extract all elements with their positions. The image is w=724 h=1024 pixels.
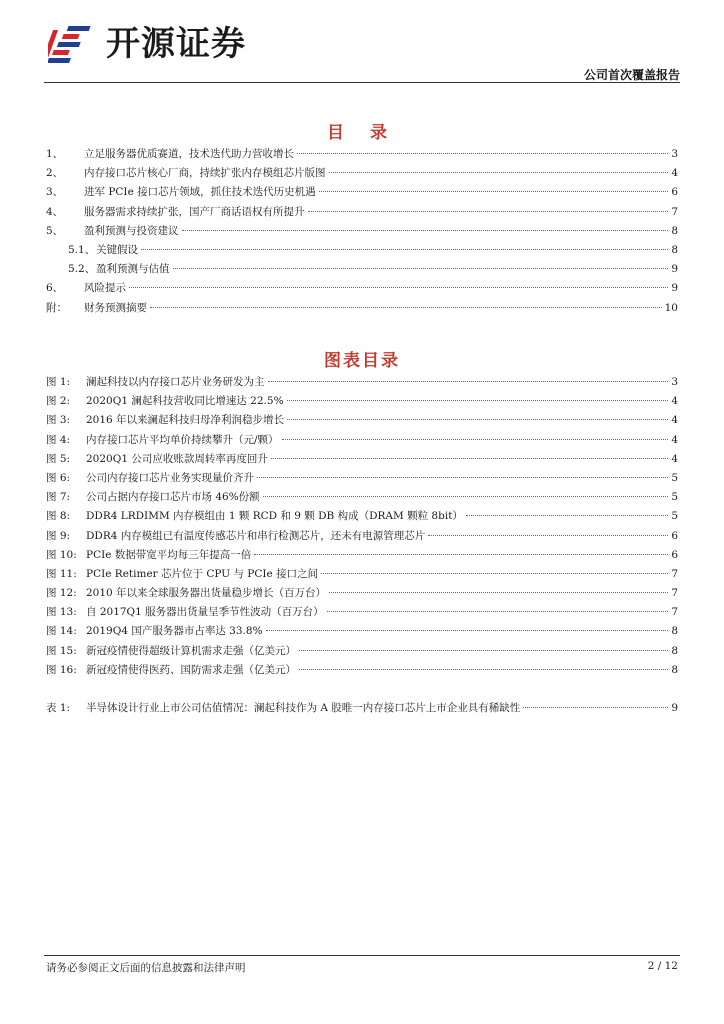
dot-leader [182,230,669,231]
brand-name: 开源证券 [106,24,246,64]
figure-entry[interactable] [46,547,678,566]
table-entry[interactable] [46,700,678,719]
toc-entry-text: 盈利预测与估值 [96,263,170,276]
dot-leader [257,477,668,478]
figure-entry-text: 新冠疫情使得医药、国防需求走强（亿美元） [86,663,296,676]
toc-entry-text: 关键假设 [96,243,138,256]
figure-entry-label: 图 4: [46,433,71,446]
page-indicator: 2 / 12 [647,960,678,972]
figure-entry-label: 图 6: [46,471,71,484]
figure-entry-text: 2010 年以来全球服务器出货量稳步增长（百万台） [86,587,327,600]
toc-entry-label: 附： [46,301,67,314]
figure-entry[interactable] [46,604,678,623]
table-entry-page: 9 [671,702,678,714]
figure-entry-label: 图 5: [46,452,71,465]
dot-leader [271,458,668,459]
figure-entry-text: DDR4 LRDIMM 内存模组由 1 颗 RCD 和 9 颗 DB 构成（DRAM 颗粒 8bit） [86,510,463,523]
dot-leader [428,535,668,536]
figure-entry-page: 8 [671,625,678,638]
figure-entry-text: 公司占据内存接口芯片市场 46%份额 [86,491,260,504]
toc-entry[interactable] [46,146,678,165]
toc-entry-label: 5、 [46,224,64,237]
dot-leader [329,172,669,173]
figure-entry-text: DDR4 内存模组已有温度传感芯片和串行检测芯片，还未有电源管理芯片 [86,529,426,542]
header-divider [44,82,680,83]
figure-entry[interactable] [46,585,678,604]
toc-entry-page: 9 [671,263,678,276]
figure-entry[interactable] [46,566,678,585]
figure-entry-page: 6 [671,529,678,542]
figure-entry[interactable] [46,374,678,393]
figure-entry[interactable] [46,643,678,662]
dot-leader [254,554,668,555]
toc-entry[interactable] [46,300,678,319]
dot-leader [297,153,668,154]
toc-entry-label: 5.1、 [68,243,96,256]
toc-entry-text: 风险提示 [84,282,126,295]
figure-entry-page: 5 [671,491,678,504]
figure-entry[interactable] [46,432,678,451]
dot-leader [150,307,662,308]
figure-entry-text: 2020Q1 澜起科技营收同比增速达 22.5% [86,395,284,408]
figure-entry-page: 4 [671,395,678,408]
figure-entry-label: 图 1: [46,376,71,388]
figure-entry-page: 3 [671,376,678,388]
figure-entry-text: 澜起科技以内存接口芯片业务研发为主 [86,376,265,388]
figure-entry-text: 自 2017Q1 服务器出货量呈季节性波动（百万台） [86,606,324,619]
toc-entry-label: 4、 [46,205,64,218]
figure-entry[interactable] [46,662,678,681]
figure-entry-page: 4 [671,433,678,446]
figure-entry-text: 内存接口芯片平均单价持续攀升（元/颗） [86,433,279,446]
toc-entry-label: 2、 [46,167,64,180]
figure-entry-page: 8 [671,663,678,676]
figure-entry-label: 图 3: [46,414,71,427]
figure-entry-label: 图 8: [46,510,71,523]
toc-list [46,146,678,319]
toc-entry-page: 8 [671,243,678,256]
toc-entry-text: 内存接口芯片核心厂商，持续扩张内存模组芯片版图 [84,167,326,180]
figure-entry-label: 图 2: [46,395,71,408]
dot-leader [321,573,668,574]
dot-leader [523,707,668,708]
figure-entry[interactable] [46,508,678,527]
toc-entry-text: 服务器需求持续扩张，国产厂商话语权有所提升 [84,205,305,218]
toc-title: 目 录 [327,123,397,143]
figures-list [46,374,678,681]
figure-entry-page: 6 [671,548,678,561]
figure-entry-page: 4 [671,414,678,427]
figure-entry-text: PCIe Retimer 芯片位于 CPU 与 PCIe 接口之间 [86,567,319,580]
toc-entry-page: 7 [671,205,678,218]
toc-entry-label: 3、 [46,186,64,199]
figure-entry[interactable] [46,451,678,470]
toc-entry[interactable] [46,223,678,242]
table-entry-label: 表 1: [46,702,71,714]
figure-entry-label: 图 13: [46,606,77,619]
figure-entry-label: 图 16: [46,663,77,676]
dot-leader [327,611,669,612]
figure-entry[interactable] [46,470,678,489]
figure-entry-label: 图 10: [46,548,77,561]
figure-entry[interactable] [46,393,678,412]
toc-entry-text: 进军 PCIe 接口芯片领域，抓住技术迭代历史机遇 [84,186,316,199]
company-logo [48,22,278,66]
footer-divider [44,955,680,956]
figure-entry-label: 图 9: [46,529,71,542]
footer-disclaimer: 请务必参阅正文后面的信息披露和法律声明 [46,962,246,974]
dot-leader [287,400,669,401]
figure-entry-text: 2016 年以来澜起科技归母净利润稳步增长 [86,414,285,427]
figure-entry[interactable] [46,623,678,642]
page-header [0,0,724,85]
figure-entry-label: 图 14: [46,625,77,638]
toc-entry-text: 盈利预测与投资建议 [84,224,179,237]
dot-leader [282,439,669,440]
dot-leader [329,592,668,593]
figures-title: 图表目录 [324,351,400,371]
figure-entry[interactable] [46,489,678,508]
toc-entry-page: 10 [664,301,678,314]
toc-entry-page: 8 [671,224,678,237]
figure-entry[interactable] [46,528,678,547]
dot-leader [268,381,669,382]
dot-leader [308,211,669,212]
toc-entry[interactable] [46,165,678,184]
figure-entry-page: 5 [671,510,678,523]
figure-entry-text: PCIe 数据带宽平均每三年提高一倍 [86,548,252,561]
figure-entry-page: 5 [671,471,678,484]
toc-entry-page: 6 [671,186,678,199]
figure-entry-label: 图 11: [46,567,77,580]
dot-leader [466,515,668,516]
dot-leader [287,419,668,420]
dot-leader [299,669,668,670]
figure-entry-text: 2019Q4 国产服务器市占率达 33.8% [86,625,263,638]
dot-leader [299,650,668,651]
figure-entry-page: 8 [671,644,678,657]
figure-entry-page: 7 [671,567,678,580]
toc-entry[interactable] [46,261,678,280]
figure-entry-page: 7 [671,587,678,600]
figure-entry-page: 7 [671,606,678,619]
toc-entry-page: 4 [671,167,678,180]
figure-entry[interactable] [46,412,678,431]
figure-entry-text: 新冠疫情使得超级计算机需求走强（亿美元） [86,644,296,657]
toc-entry[interactable] [46,184,678,203]
figure-entry-label: 图 7: [46,491,71,504]
toc-entry[interactable] [46,242,678,261]
toc-entry-text: 财务预测摘要 [84,301,147,314]
tables-list [46,700,678,719]
toc-entry-page: 9 [671,282,678,295]
logo-mark-icon [48,22,98,66]
figure-entry-label: 图 12: [46,587,77,600]
figure-entry-text: 公司内存接口芯片业务实现量价齐升 [86,471,254,484]
toc-entry[interactable] [46,280,678,299]
toc-entry-label: 6、 [46,282,64,295]
dot-leader [129,287,668,288]
dot-leader [266,630,669,631]
dot-leader [263,496,669,497]
figure-entry-text: 2020Q1 公司应收账款周转率再度回升 [86,452,268,465]
toc-entry[interactable] [46,204,678,223]
table-entry-text: 半导体设计行业上市公司估值情况：澜起科技作为 A 股唯一内存接口芯片上市企业具有稀缺性 [86,702,521,714]
dot-leader [319,191,669,192]
toc-entry-text: 立足服务器优质赛道，技术迭代助力营收增长 [84,148,294,160]
figure-entry-label: 图 15: [46,644,77,657]
toc-entry-label: 1、 [46,148,64,160]
figure-entry-page: 4 [671,452,678,465]
dot-leader [173,268,669,269]
dot-leader [141,249,668,250]
report-type: 公司首次覆盖报告 [583,68,680,82]
toc-entry-page: 3 [671,148,678,160]
toc-entry-label: 5.2、 [68,263,96,276]
